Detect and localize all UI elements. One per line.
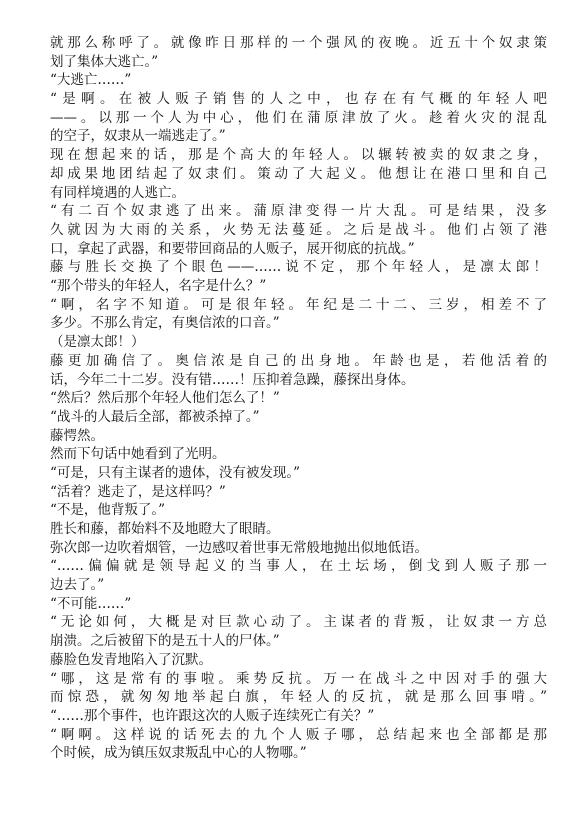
document-page: [50, 34, 547, 763]
text-line: 现在想起来的话，那是个高大的年轻人。以辗转被卖的奴隶之身，: [50, 147, 547, 164]
text-line: 然而下句话中她看到了光明。: [50, 446, 226, 463]
text-line: “是啊。在被人贩子销售的人之中，也存在有气概的年轻人吧: [50, 91, 547, 108]
text-line: “啊啊。这样说的话死去的九个人贩子哪，总结起来也全部都是那: [50, 726, 547, 743]
text-line: “大逃亡……”: [50, 72, 132, 89]
text-line: “活着？逃走了，是这样吗？”: [50, 483, 226, 500]
text-line: 边去了。”: [50, 577, 105, 594]
text-line: “战斗的人最后全部，都被杀掉了。”: [50, 408, 260, 425]
text-line: 有同样境遇的人逃亡。: [50, 184, 185, 201]
text-line: “有二百个奴隶逃了出来。蒲原津变得一片大乱。可是结果，没多: [50, 203, 547, 220]
text-line: 多少。不那么肯定，有奥信浓的口音。”: [50, 315, 280, 332]
text-line: “可是，只有主谋者的遗体，没有被发现。”: [50, 464, 301, 481]
text-line: “……那个事件，也许跟这次的人贩子连续死亡有关？”: [50, 707, 375, 724]
text-line: 藤更加确信了。奥信浓是自己的出身地。年龄也是，若他活着的: [50, 352, 547, 369]
text-line: 就那么称呼了。就像昨日那样的一个强风的夜晚。近五十个奴隶策: [50, 35, 547, 51]
text-line: 久就因为大雨的关系，火势无法蔓延。之后是战斗。他们占领了港: [50, 221, 547, 238]
text-line: 的空子，奴隶从一端逃走了。”: [50, 128, 226, 145]
text-line: 却成果地团结起了奴隶们。策动了大起义。他想让在港口里和自己: [50, 165, 547, 182]
text-line: “不是，他背叛了。”: [50, 502, 166, 519]
text-line: 口，拿起了武器，和要带回商品的人贩子，展开彻底的抗战。”: [50, 240, 415, 257]
text-line: 崩溃。之后被留下的是五十人的尸体。”: [50, 633, 280, 650]
text-line: “啊，名字不知道。可是很年轻。年纪是二十二、三岁，相差不了: [50, 296, 547, 313]
text-line: 藤脸色发青地陷入了沉默。: [50, 651, 212, 668]
text-line: 藤与胜长交换了个眼色——……说不定，那个年轻人，是凛太郎！: [50, 259, 547, 276]
text-line: ——。以那一个人为中心，他们在蒲原津放了火。趁着火灾的混乱: [50, 109, 547, 126]
text-line: 而惊恐，就匆匆地举起白旗，年轻人的反抗，就是那么回事啃。”: [50, 689, 547, 706]
text-line: 胜长和藤，都始料不及地瞪大了眼睛。: [50, 521, 280, 538]
text-line: （是凛太郎！）: [50, 334, 145, 351]
text-line: “那个带头的年轻人，名字是什么？”: [50, 278, 267, 295]
text-line: “哪，这是常有的事啦。乘势反抗。万一在战斗之中因对手的强大: [50, 670, 547, 687]
text-line: 个时候，成为镇压奴隶叛乱中心的人物哪。”: [50, 745, 307, 762]
text-line: “无论如何，大概是对巨款心动了。主谋者的背叛，让奴隶一方总: [50, 614, 547, 631]
text-line: 弥次郎一边吹着烟管，一边感叹着世事无常般地抛出似地低语。: [50, 539, 428, 556]
text-line: 藤愕然。: [50, 427, 104, 444]
text-line: “……偏偏就是领导起义的当事人，在土坛场，倒戈到人贩子那一: [50, 558, 547, 575]
text-line: “然后？然后那个年轻人他们怎么了！”: [50, 390, 280, 407]
text-line: “不可能……”: [50, 595, 132, 612]
text-line: 划了集体大逃亡。”: [50, 53, 159, 70]
text-line: 话，今年二十二岁。没有错……！压抑着急躁，藤探出身体。: [50, 371, 415, 388]
